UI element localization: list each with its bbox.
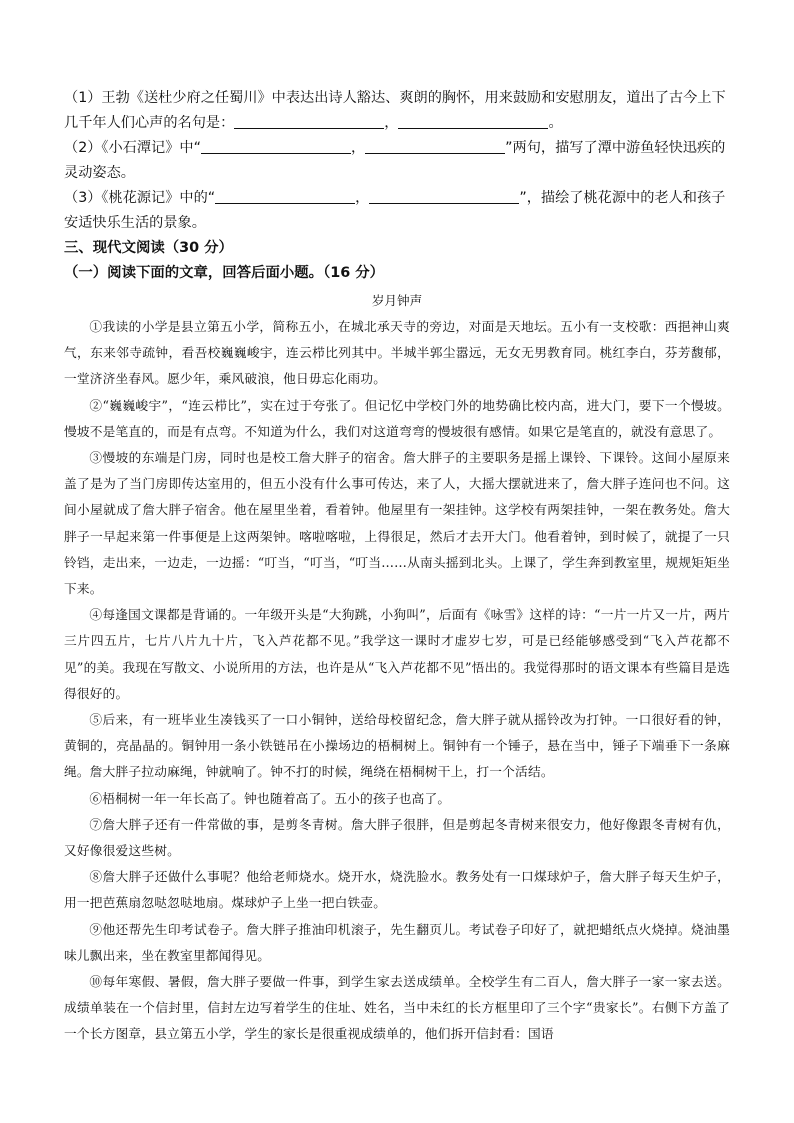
answer-blank-2b[interactable] bbox=[365, 138, 505, 154]
question-3-text: （3）《桃花源记》中的“ bbox=[64, 190, 216, 206]
answer-blank-1a[interactable] bbox=[234, 113, 384, 129]
paragraph-2: ②“巍巍峻宇”，“连云栉比”，实在过于夸张了。但记忆中学校门外的地势确比校内高，进大门，要下一个慢坡。慢坡不是笔直的，而是有点弯。不知道为什么，我们对这道弯弯的慢坡很有感情。如果它是笔直的，就没有意思了。 bbox=[64, 397, 730, 439]
question-1 bbox=[64, 86, 730, 136]
question-1-text: （1）王勃《送杜少府之任蜀川》中表达出诗人豁达、爽朗的胸怀，用来鼓励和安慰朋友，道出了古今上下几千年人们心声的名句是： bbox=[64, 90, 726, 131]
question-1-separator: ， bbox=[384, 115, 399, 131]
question-3-separator: ， bbox=[355, 190, 370, 206]
paragraph-3: ③慢坡的东端是门房，同时也是校工詹大胖子的宿舍。詹大胖子的主要职务是摇上课铃、下课铃。这间小屋原来盖了是为了当门房即传达室用的，但五小没有什么事可传达，来了人，大摇大摆就进来了，詹大胖子连问也不问。这间小屋就成了詹大胖子宿舍。他在屋里坐着，看着钟。他屋里有一架挂钟。这学校有两架挂钟，一架在教务处。詹大胖子一早起来第一件事便是上这两架钟。喀啦喀啦，上得很足，然后才去开大门。他看着钟，到时候了，就提了一只铃铛，走出来，一边走，一边摇：“叮当，“叮当，“叮当……从南头摇到北头。上课了，学生奔到教室里，规规矩矩坐下来。 bbox=[64, 450, 730, 597]
question-3 bbox=[64, 186, 730, 236]
article-title: 岁月钟声 bbox=[371, 293, 423, 308]
exam-page bbox=[64, 86, 730, 1048]
paragraph-7: ⑦詹大胖子还有一件常做的事，是剪冬青树。詹大胖子很胖，但是剪起冬青树来很安力，他好像跟冬青树有仇，又好像很爱这些树。 bbox=[64, 816, 730, 859]
question-2 bbox=[64, 136, 730, 186]
paragraph-9: ⑨他还帮先生印考试卷子。詹大胖子推油印机滚子，先生翻页儿。考试卷子印好了，就把蜡纸点火烧掉。烧油墨味儿飘出来，坐在教室里都闻得见。 bbox=[64, 921, 730, 963]
paragraph-4: ④每逢国文课都是背诵的。一年级开头是“大狗跳，小狗叫”，后面有《咏雪》这样的诗：“一片一片又一片，两片三片四五片，七片八片九十片，飞入芦花都不见。”我学这一课时才虚岁七岁，可是已经能够感受到“飞入芦花都不见”的美。我现在写散文、小说所用的方法，也许是从“飞入芦花都不见”悟出的。我觉得那时的语文课本有些篇目是选得很好的。 bbox=[64, 607, 730, 701]
section-heading: 三、现代文阅读（30 分） bbox=[64, 240, 233, 256]
sub-section-heading: （一）阅读下面的文章，回答后面小题。（16 分） bbox=[64, 265, 385, 281]
answer-blank-1b[interactable] bbox=[398, 113, 548, 129]
paragraph-8: ⑧詹大胖子还做什么事呢？他给老师烧水。烧开水，烧洗脸水。教务处有一口煤球炉子，詹大胖子每天生炉子，用一把芭蕉扇忽哒忽哒地扇。煤球炉子上坐一把白铁壶。 bbox=[64, 869, 730, 911]
paragraph-5: ⑤后来，有一班毕业生凑钱买了一口小铜钟，送给母校留纪念，詹大胖子就从摇铃改为打钟。一口很好看的钟，黄铜的，亮晶晶的。铜钟用一条小铁链吊在小操场边的梧桐树上。铜钟有一个锤子，悬在当中，锤子下端垂下一条麻绳。詹大胖子拉动麻绳，钟就响了。钟不打的时候，绳绕在梧桐树干上，打一个活结。 bbox=[64, 712, 730, 780]
question-2-text-end: ”两句，描写了潭中游鱼轻快迅疾的灵动姿态。 bbox=[64, 140, 726, 181]
question-3-text-end: ”，描绘了桃花源中的老人和孩子安适快乐生活的景象。 bbox=[64, 190, 726, 231]
question-1-end: 。 bbox=[548, 115, 563, 131]
question-2-separator: ， bbox=[350, 140, 366, 156]
question-2-text: （2）《小石潭记》中“ bbox=[64, 140, 201, 156]
answer-blank-3b[interactable] bbox=[369, 188, 519, 204]
answer-blank-2a[interactable] bbox=[201, 138, 351, 154]
answer-blank-3a[interactable] bbox=[215, 188, 355, 204]
paragraph-10: ⑩每年寒假、暑假，詹大胖子要做一件事，到学生家去送成绩单。全校学生有二百人，詹大胖子一家一家去送。成绩单装在一个信封里，信封左边写着学生的住址、姓名，当中未红的长方框里印了三个字“贵家长”。右侧下方盖了一个长方图章，县立第五小学，学生的家长是很重视成绩单的，他们拆开信封看：国语 bbox=[64, 974, 730, 1042]
paragraph-6: ⑥梧桐树一年一年长高了。钟也随着高了。五小的孩子也高了。 bbox=[89, 790, 451, 806]
paragraph-1: ①我读的小学是县立第五小学，简称五小，在城北承天寺的旁边，对面是天地坛。五小有一支校歌：西挹神山爽气，东来邻寺疏钟，看吾校巍巍峻宇，连云栉比列其中。半城半郭尘嚣远，无女无男教育同。桃红李白，芬芳馥郁，一堂济济坐春风。愿少年，乘风破浪，他日毋忘化雨功。 bbox=[64, 319, 730, 387]
